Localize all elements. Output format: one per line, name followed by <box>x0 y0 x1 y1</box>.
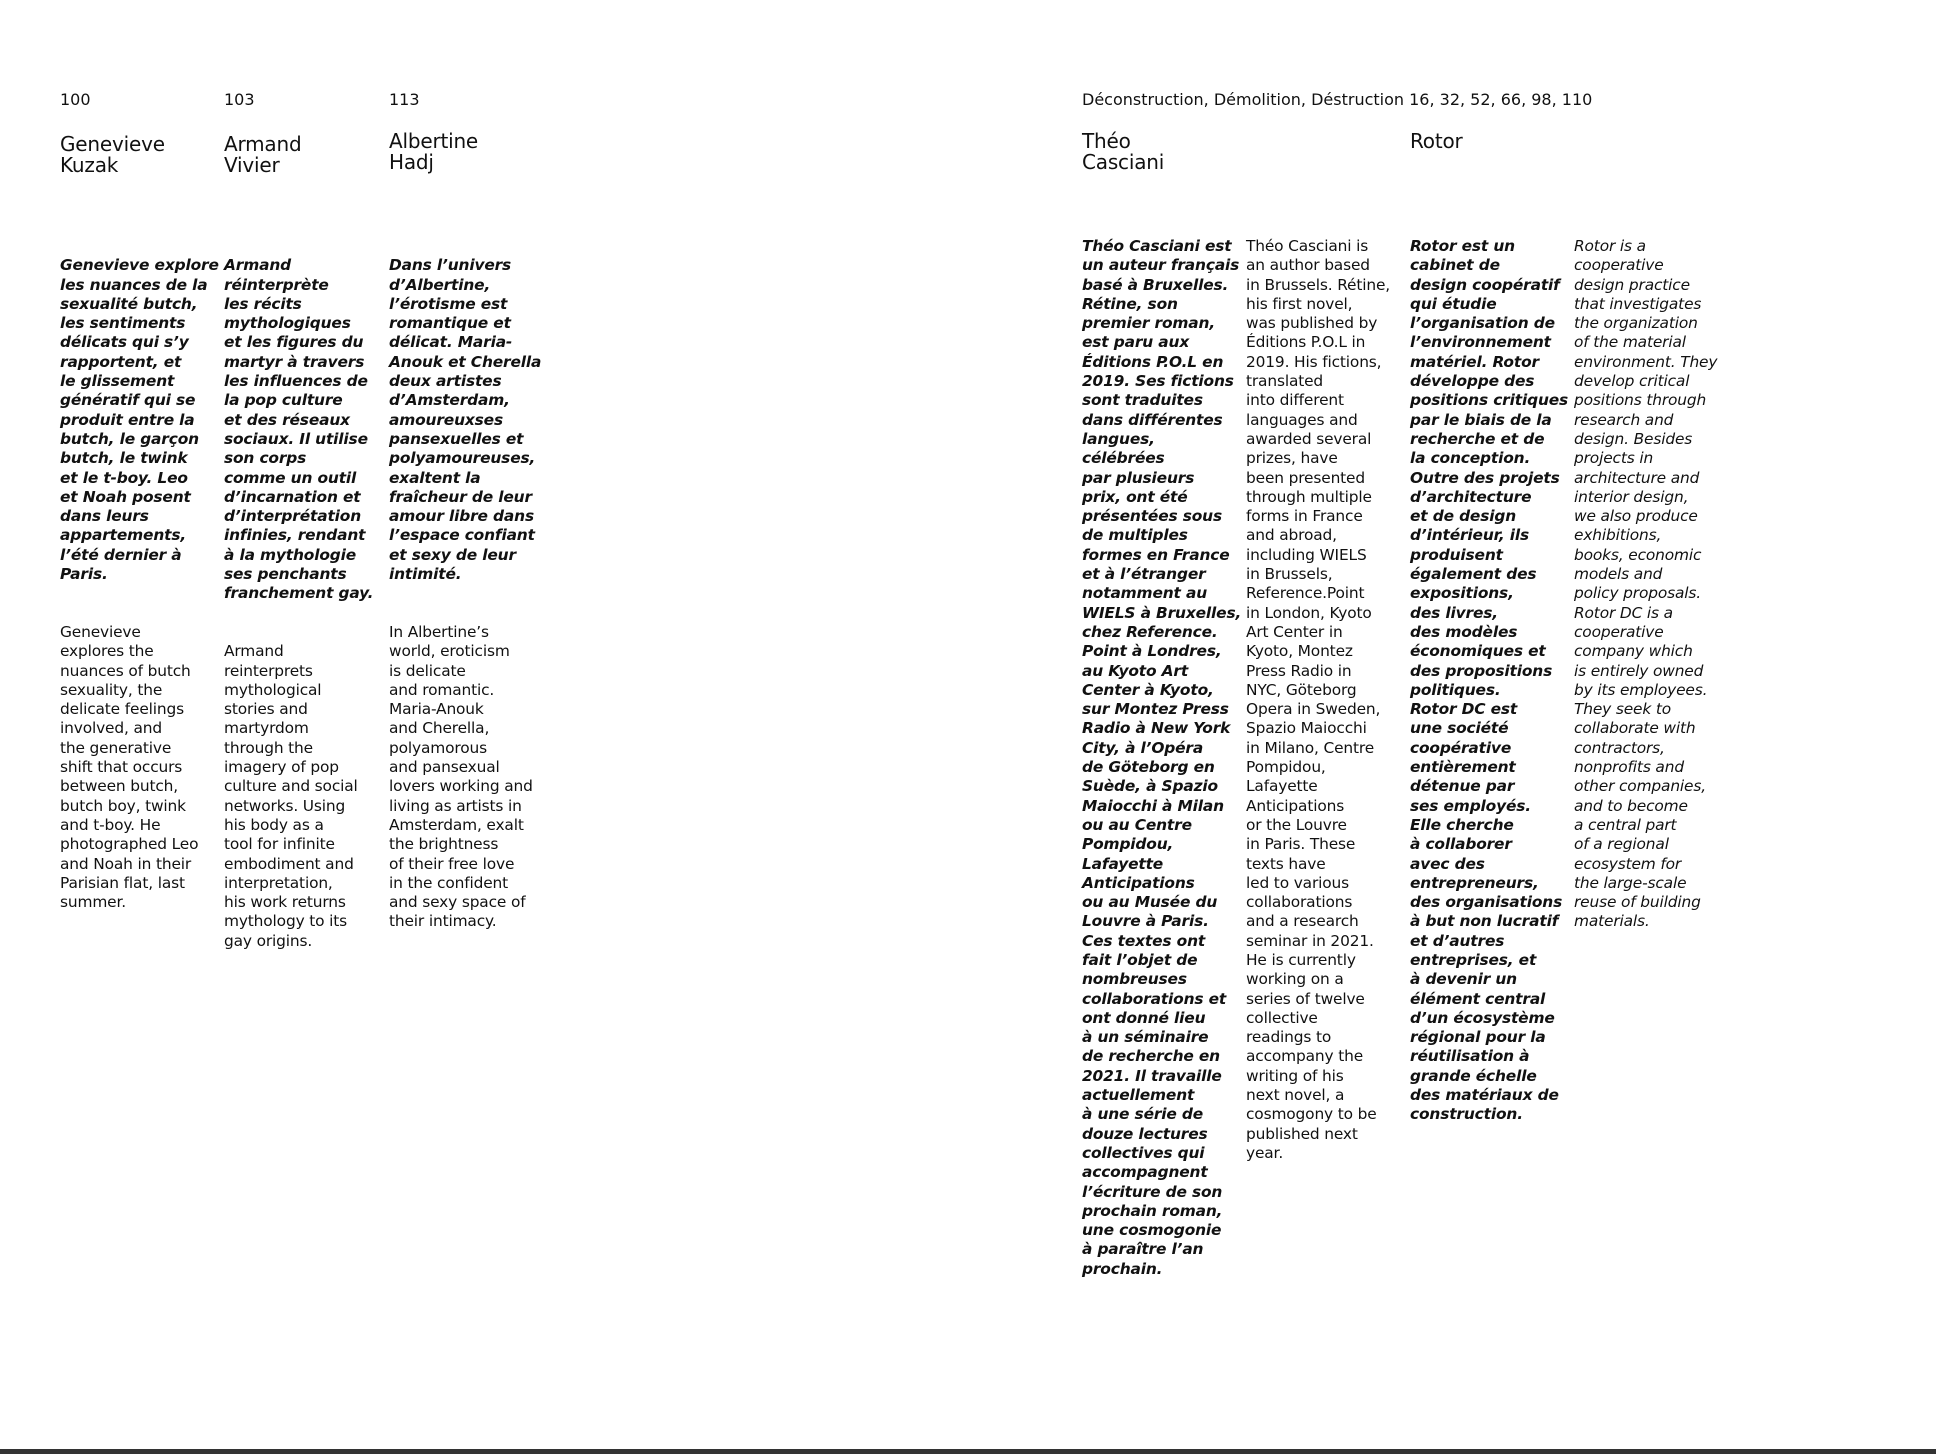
bio-english-albertine: In Albertine’s world, eroticism is delicate and romantic. Maria-Anouk and Cherella, polyamorous and pansexual lovers working and living as artists in Amsterdam, exalt the brightness of their free love in the confident and sexy space of their intimacy. <box>389 622 533 931</box>
bottom-edge-bar <box>0 1449 1936 1454</box>
bio-column-armand <box>224 237 384 970</box>
bio-column-albertine <box>389 237 549 951</box>
section-header: Déconstruction, Démolition, Déstruction 16, 32, 52, 66, 98, 110 <box>1082 90 1593 109</box>
bio-column-genevieve <box>60 237 220 932</box>
bio-english-theo: Théo Casciani is an author based in Brussels. Rétine, his first novel, was published by Éditions P.O.L in 2019. His fictions, translated into different languages and awarded several prizes, have been presented through multiple forms in France and abroad, including WIELS in Brussels, Reference.Point in London, Kyoto Art Center in Kyoto, Montez Press Radio in NYC, Göteborg Opera in Sweden, Spazio Maiocchi in Milano, Centre Pompidou, Lafayette Anticipations or the Louvre in Paris. These texts have led to various collaborations and a research seminar in 2021. He is currently working on a series of twelve collective readings to accompany the writing of his next novel, a cosmogony to be published next year. <box>1246 237 1391 1162</box>
author-name-armand-vivier: Armand Vivier <box>224 132 302 177</box>
bio-french-theo: Théo Casciani est un auteur français basé à Bruxelles. Rétine, son premier roman, est paru aux Éditions P.O.L en 2019. Ses fictions sont traduites dans différentes langues, célébrées par plusieurs prix, ont été présentées sous de multiples formes en France et à l’étranger notamment au WIELS à Bruxelles, chez Reference. Point à Londres, au Kyoto Art Center à Kyoto, sur Montez Press Radio à New York City, à l’Opéra de Göteborg en Suède, à Spazio Maiocchi à Milan ou au Centre Pompidou, Lafayette Anticipations ou au Musée du Louvre à Paris. Ces textes ont fait l’objet de nombreuses collaborations et ont donné lieu à un séminaire de recherche en 2021. Il travaille actuellement à une série de douze lectures collectives qui accompagnent l’écriture de son prochain roman, une cosmogonie à paraître l’an prochain. <box>1082 237 1242 1278</box>
author-name-rotor: Rotor <box>1410 129 1463 153</box>
bio-french-rotor: Rotor est un cabinet de design coopératif qui étudie l’organisation de l’environnement matériel. Rotor développe des positions critiques par le biais de la recherche et de la conception. Outre des projets d’architecture et de design d’intérieur, ils produisent également des expositions, des livres, des modèles économiques et des propositions politiques. Rotor DC est une société coopérative entièrement détenue par ses employés. Elle cherche à collaborer avec des entrepreneurs, des organisations à but non lucratif et d’autres entreprises, et à devenir un élément central d’un écosystème régional pour la réutilisation à grande échelle des matériaux de construction. <box>1410 237 1569 1124</box>
bio-french-genevieve: Genevieve explore les nuances de la sexualité butch, les sentiments délicats qui s’y rapportent, et le glissement génératif qui se produit entre la butch, le garçon butch, le twink et le t-boy. Leo et Noah posent dans leurs appartements, l’été dernier à Paris. <box>60 256 219 584</box>
page-number-103: 103 <box>224 90 255 109</box>
bio-english-genevieve: Genevieve explores the nuances of butch sexuality, the delicate feelings involved, and the generative shift that occurs between butch, butch boy, twink and t-boy. He photographed Leo and Noah in their Parisian flat, last summer. <box>60 622 199 912</box>
bio-french-armand: Armand réinterprète les récits mythologiques et les figures du martyr à travers les influences de la pop culture et des réseaux sociaux. Il utilise son corps comme un outil d’incarnation et d’interprétation infinies, rendant à la mythologie ses penchants franchement gay. <box>224 256 374 603</box>
author-name-theo-casciani: Théo Casciani <box>1082 129 1165 174</box>
page-number-113: 113 <box>389 90 420 109</box>
bio-french-albertine: Dans l’univers d’Albertine, l’érotisme est romantique et délicat. Maria- Anouk et Cherella deux artistes d’Amsterdam, amoureuxses pansexuelles et polyamoureuses, exaltent la fraîcheur de leur amour libre dans l’espace confiant et sexy de leur intimité. <box>389 256 542 584</box>
author-name-genevieve-kuzak: Genevieve Kuzak <box>60 132 165 177</box>
page-number-100: 100 <box>60 90 91 109</box>
author-name-albertine-hadj: Albertine Hadj <box>389 129 479 174</box>
bio-english-armand: Armand reinterprets mythological stories and martyrdom through the imagery of pop culture and social networks. Using his body as a tool for infinite embodiment and interpretation, his work returns mythology to its gay origins. <box>224 642 358 950</box>
bio-english-rotor: Rotor is a cooperative design practice that investigates the organization of the material environment. They develop critical positions through research and design. Besides projects in architecture and interior design, we also produce exhibitions, books, economic models and policy proposals. Rotor DC is a cooperative company which is entirely owned by its employees. They seek to collaborate with contractors, nonprofits and other companies, and to become a central part of a regional ecosystem for the large-scale reuse of building materials. <box>1574 237 1718 931</box>
